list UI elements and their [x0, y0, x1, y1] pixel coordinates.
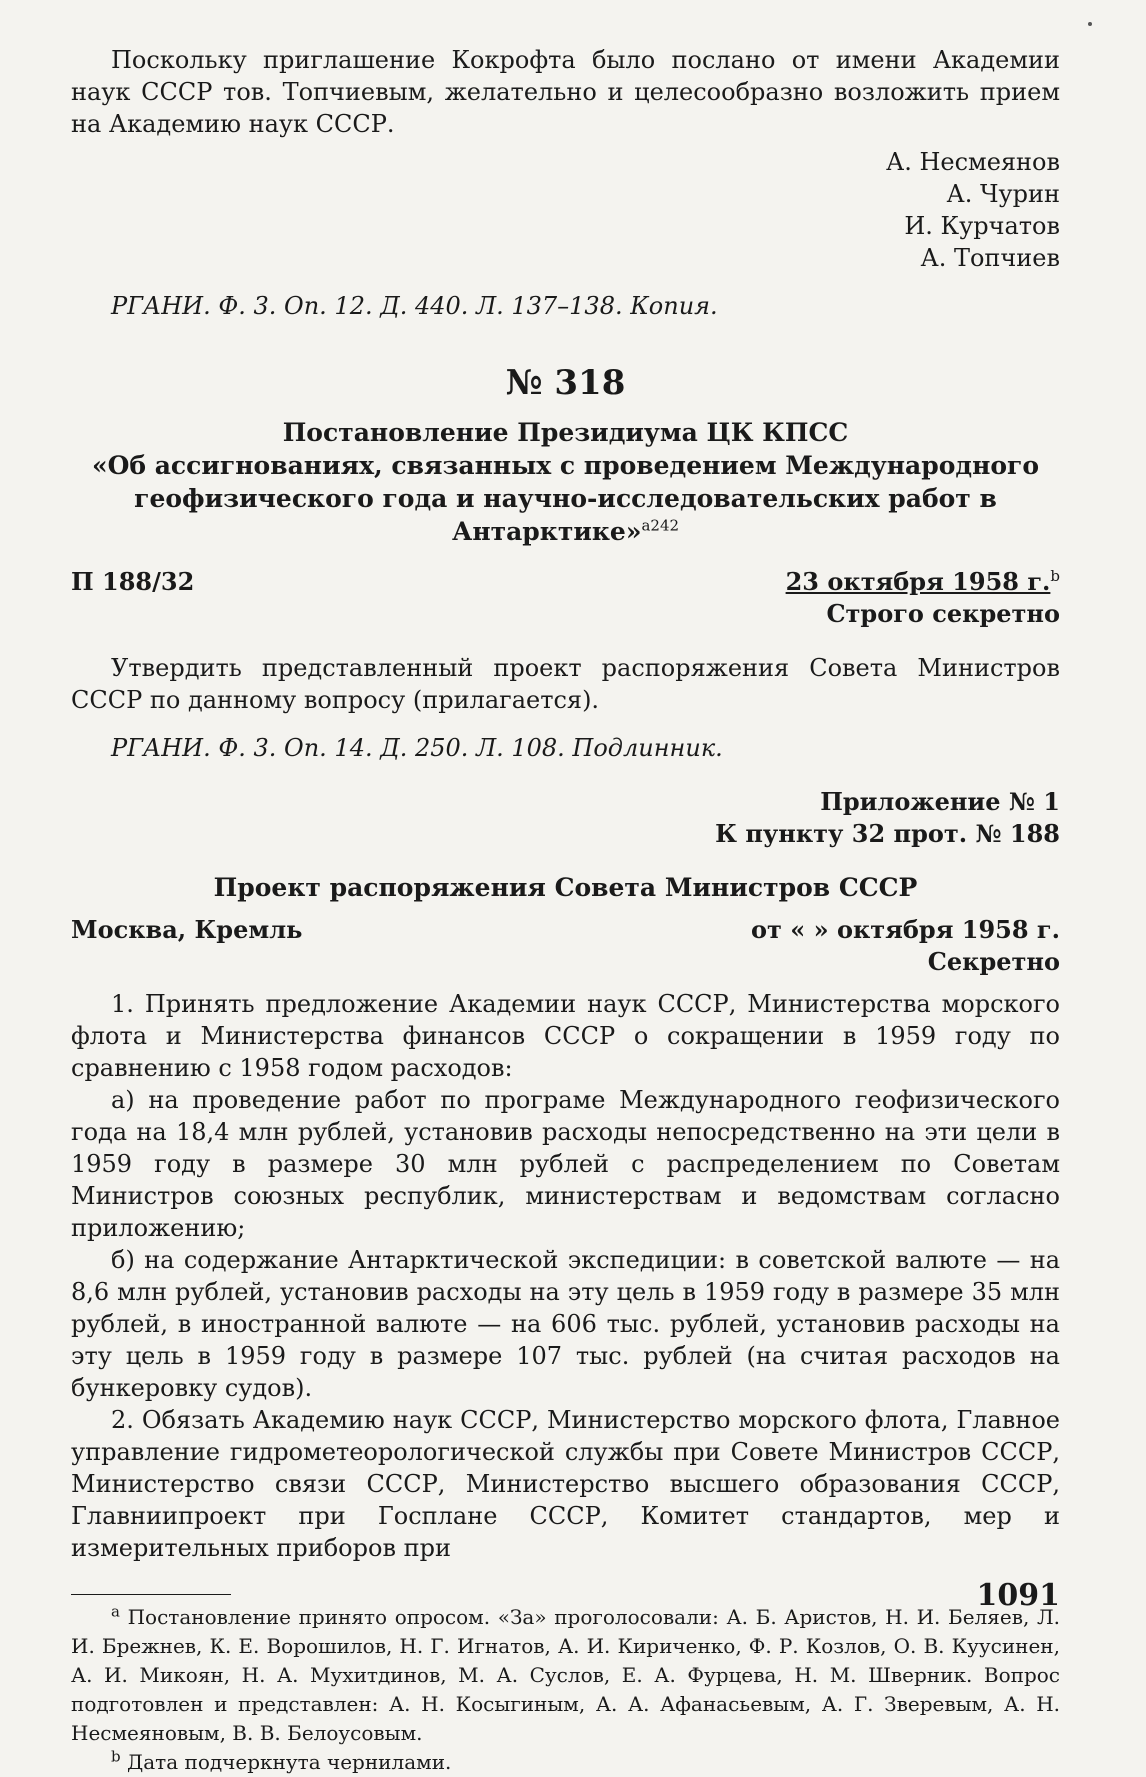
footnote [71, 1603, 1060, 1748]
intro-paragraph: Поскольку приглашение Кокрофта было послано от имени Академии наук СССР тов. Топчиевым, желательно и целесообразно возложить прием на Академию наук СССР. [71, 46, 1060, 138]
protocol-number: П 188/32 [71, 567, 195, 596]
signatory: А. Топчиев [920, 244, 1060, 272]
page-number: 1091 [976, 1578, 1060, 1613]
appendix-paragraph: б) на содержание Антарктической экспедиции: в советской валюте — на 8,6 млн рублей, установив расходы на эту цель в 1959 году в размере 35 млн рублей, в иностранной валюте — на 606 тыс. рублей, установив расходы на эту цель в 1959 году в размере 107 тыс. рублей (на считая расходов на бункеровку судов). [71, 1246, 1060, 1402]
footnote-divider [71, 1594, 231, 1595]
title-line-last [71, 482, 1060, 548]
archive-reference: РГАНИ. Ф. 3. Оп. 12. Д. 440. Л. 137–138. Копия. [111, 292, 718, 320]
appendix-title: Проект распоряжения Совета Министров СССР [213, 873, 918, 902]
signatories [71, 146, 1060, 274]
footnote [71, 1748, 1060, 1777]
appendix-point: К пункту 32 прот. № 188 [715, 819, 1060, 848]
document-number: № 318 [505, 363, 626, 403]
protocol-row [71, 566, 1060, 598]
document-title [71, 416, 1060, 548]
appendix-place-row [71, 914, 1060, 946]
scan-speck [1088, 22, 1092, 26]
footnote-mark: b [111, 1747, 121, 1766]
document-date-wrap [786, 566, 1060, 598]
footnote-mark: a [111, 1602, 120, 1621]
appendix-secrecy: Секретно [927, 947, 1060, 976]
appendix-body [71, 988, 1060, 1564]
title-line: Постановление Президиума ЦК КПСС [282, 418, 849, 447]
secrecy-label: Строго секретно [826, 599, 1060, 628]
signatory: А. Несмеянов [886, 148, 1060, 176]
appendix-paragraph: 1. Принять предложение Академии наук СССР, Министерства морского флота и Министерства финансов СССР о сокращении в 1959 году по сравнению с 1958 годом расходов: [71, 990, 1060, 1082]
document-date: 23 октября 1958 г. [785, 567, 1051, 596]
resolution-text: Утвердить представленный проект распоряжения Совета Министров СССР по данному вопросу (прилагается). [71, 654, 1060, 714]
title-line-text: геофизического года и научно-исследовательских работ в Антарктике» [134, 484, 997, 546]
footnote-text: Постановление принято опросом. «За» проголосовали: А. Б. Аристов, Н. И. Беляев, Л. И. Брежнев, К. Е. Ворошилов, Н. Г. Игнатов, А. И. Кириченко, Ф. Р. Козлов, О. В. Куусинен, А. И. Микоян, Н. А. Мухитдинов, М. А. Суслов, Е. А. Фурцева, Н. М. Шверник. Вопрос подготовлен и представлен: А. Н. Косыгиным, А. А. Афанасьевым, А. Г. Зверевым, А. Н. Несмеяновым, В. В. Белоусовым. [71, 1605, 1060, 1745]
footnote-ref-b: b [1050, 567, 1060, 585]
footnotes [71, 1603, 1060, 1777]
appendix-place: Москва, Кремль [71, 915, 303, 944]
archive-reference: РГАНИ. Ф. 3. Оп. 14. Д. 250. Л. 108. Подлинник. [111, 734, 723, 762]
signatory: И. Курчатов [904, 212, 1060, 240]
appendix-label: Приложение № 1 [820, 787, 1060, 816]
footnote-text: Дата подчеркнута чернилами. [126, 1750, 452, 1774]
appendix-paragraph: а) на проведение работ по програме Международного геофизического года на 18,4 млн рублей, установив расходы непосредственно на эти цели в 1959 году в размере 30 млн рублей с распределением по Советам Министров союзных республик, министерствам и ведомствам согласно приложению; [71, 1086, 1060, 1242]
appendix-paragraph: 2. Обязать Академию наук СССР, Министерство морского флота, Главное управление гидрометеорологической службы при Совете Министров СССР, Министерство связи СССР, Министерство высшего образования СССР, Главниипроект при Госплане СССР, Комитет стандартов, мер и измерительных приборов при [71, 1406, 1060, 1562]
signatory: А. Чурин [946, 180, 1060, 208]
appendix-date: от « » октября 1958 г. [751, 915, 1060, 944]
title-line: «Об ассигнованиях, связанных с проведением Международного [91, 451, 1040, 480]
footnote-ref-a: a242 [641, 516, 680, 535]
